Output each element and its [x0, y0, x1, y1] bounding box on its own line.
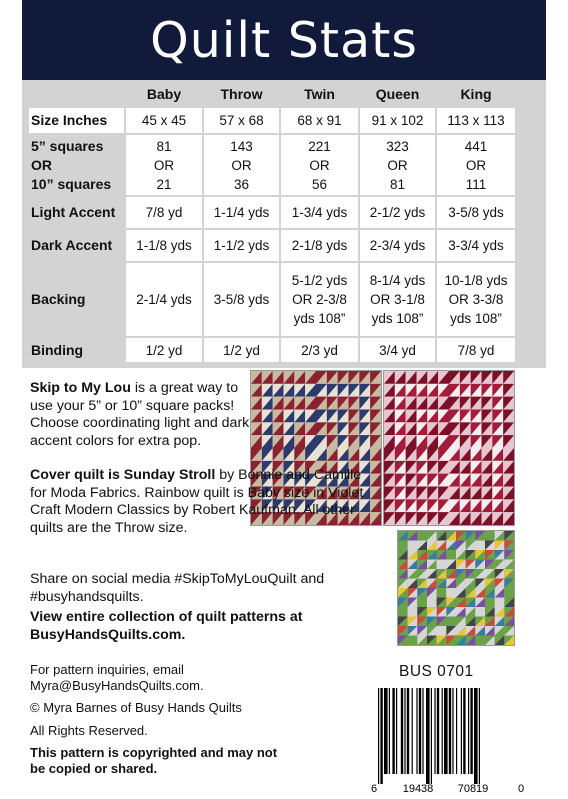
- row-header: 5” squares OR 10” squares: [28, 134, 125, 196]
- row-header: Dark Accent: [28, 229, 125, 262]
- table-row: [28, 262, 516, 337]
- table-cell: 57 x 68: [203, 107, 280, 134]
- red-quilt-image: [383, 370, 515, 526]
- description-cover: [30, 467, 375, 537]
- table-cell: 2-1/2 yds: [359, 196, 436, 229]
- cover-text: by Bonnie and Camille for Moda Fabrics. Rainbow quilt is Baby size in Violet Craft Modern Classics by Robert Kaufman. All other quilts are the Throw size.: [30, 467, 364, 536]
- social-text: Share on social media #SkipToMyLouQuilt and #busyhandsquilts.: [30, 571, 325, 605]
- copyright-text: © Myra Barnes of Busy Hands Quilts: [30, 700, 242, 715]
- table-cell: 7/8 yd: [125, 196, 203, 229]
- table-cell: 3-5/8 yds: [436, 196, 516, 229]
- table-cell: 8-1/4 yds OR 3-1/8 yds 108”: [359, 262, 436, 337]
- column-header: Queen: [359, 82, 436, 107]
- table-row: [28, 337, 516, 363]
- inquiries-text: For pattern inquiries, email Myra@BusyHandsQuilts.com.: [30, 662, 204, 693]
- column-header: Twin: [280, 82, 359, 107]
- rights-text: All Rights Reserved.: [30, 723, 148, 738]
- row-header: Light Accent: [28, 196, 125, 229]
- title-banner: [22, 0, 546, 80]
- table-cell: 2-3/4 yds: [359, 229, 436, 262]
- table-cell: 3-3/4 yds: [436, 229, 516, 262]
- table-cell: 45 x 45: [125, 107, 203, 134]
- table-cell: 81 OR 21: [125, 134, 203, 196]
- table-cell: 2-1/4 yds: [125, 262, 203, 337]
- table-cell: 3/4 yd: [359, 337, 436, 363]
- barcode-digits: 70819: [457, 783, 489, 794]
- table-row: [28, 134, 516, 196]
- table-cell: 1/2 yd: [203, 337, 280, 363]
- row-header: Backing: [28, 262, 125, 337]
- row-header: Size Inches: [28, 107, 125, 134]
- sku-code: BUS 0701: [399, 663, 474, 680]
- table-cell: 2/3 yd: [280, 337, 359, 363]
- collection-link[interactable]: View entire collection of quilt patterns at BusyHandsQuilts.com.: [30, 609, 303, 643]
- table-cell: 113 x 113: [436, 107, 516, 134]
- table-corner: [28, 82, 125, 107]
- quilt-stats-table: [27, 81, 517, 364]
- table-cell: 10-1/8 yds OR 3-3/8 yds 108”: [436, 262, 516, 337]
- table-cell: 221 OR 56: [280, 134, 359, 196]
- table-cell: 1-1/4 yds: [203, 196, 280, 229]
- page-title: Quilt Stats: [150, 11, 418, 69]
- rainbow-quilt-image: [397, 530, 515, 646]
- table-cell: 1-1/2 yds: [203, 229, 280, 262]
- column-header: Throw: [203, 82, 280, 107]
- table-cell: 323 OR 81: [359, 134, 436, 196]
- table-cell: 7/8 yd: [436, 337, 516, 363]
- pattern-name: Skip to My Lou: [30, 380, 131, 396]
- description-social: [30, 571, 360, 606]
- column-header: Baby: [125, 82, 203, 107]
- intro-text: is a great way to use your 5” or 10” square packs! Choose coordinating light and dark accent colors for extra pop.: [30, 380, 250, 449]
- barcode-digits: 0: [518, 783, 525, 794]
- description-collection: [30, 609, 370, 644]
- barcode-digits: 6: [371, 783, 378, 794]
- upc-barcode: [368, 688, 528, 794]
- column-header: King: [436, 82, 516, 107]
- table-row: [28, 229, 516, 262]
- table-cell: 1/2 yd: [125, 337, 203, 363]
- copyright-notice: This pattern is copyrighted and may not be copied or shared.: [30, 745, 278, 776]
- table-cell: 5-1/2 yds OR 2-3/8 yds 108”: [280, 262, 359, 337]
- table-cell: 143 OR 36: [203, 134, 280, 196]
- barcode-digits: 19438: [402, 783, 434, 794]
- table-row: [28, 107, 516, 134]
- description-intro: [30, 380, 252, 450]
- cover-quilt-name: Cover quilt is Sunday Stroll: [30, 467, 216, 483]
- table-cell: 1-1/8 yds: [125, 229, 203, 262]
- row-header: Binding: [28, 337, 125, 363]
- table-cell: 3-5/8 yds: [203, 262, 280, 337]
- table-cell: 2-1/8 yds: [280, 229, 359, 262]
- table-row: [28, 196, 516, 229]
- table-cell: 441 OR 111: [436, 134, 516, 196]
- table-cell: 91 x 102: [359, 107, 436, 134]
- table-cell: 68 x 91: [280, 107, 359, 134]
- table-header-row: [28, 82, 516, 107]
- table-cell: 1-3/4 yds: [280, 196, 359, 229]
